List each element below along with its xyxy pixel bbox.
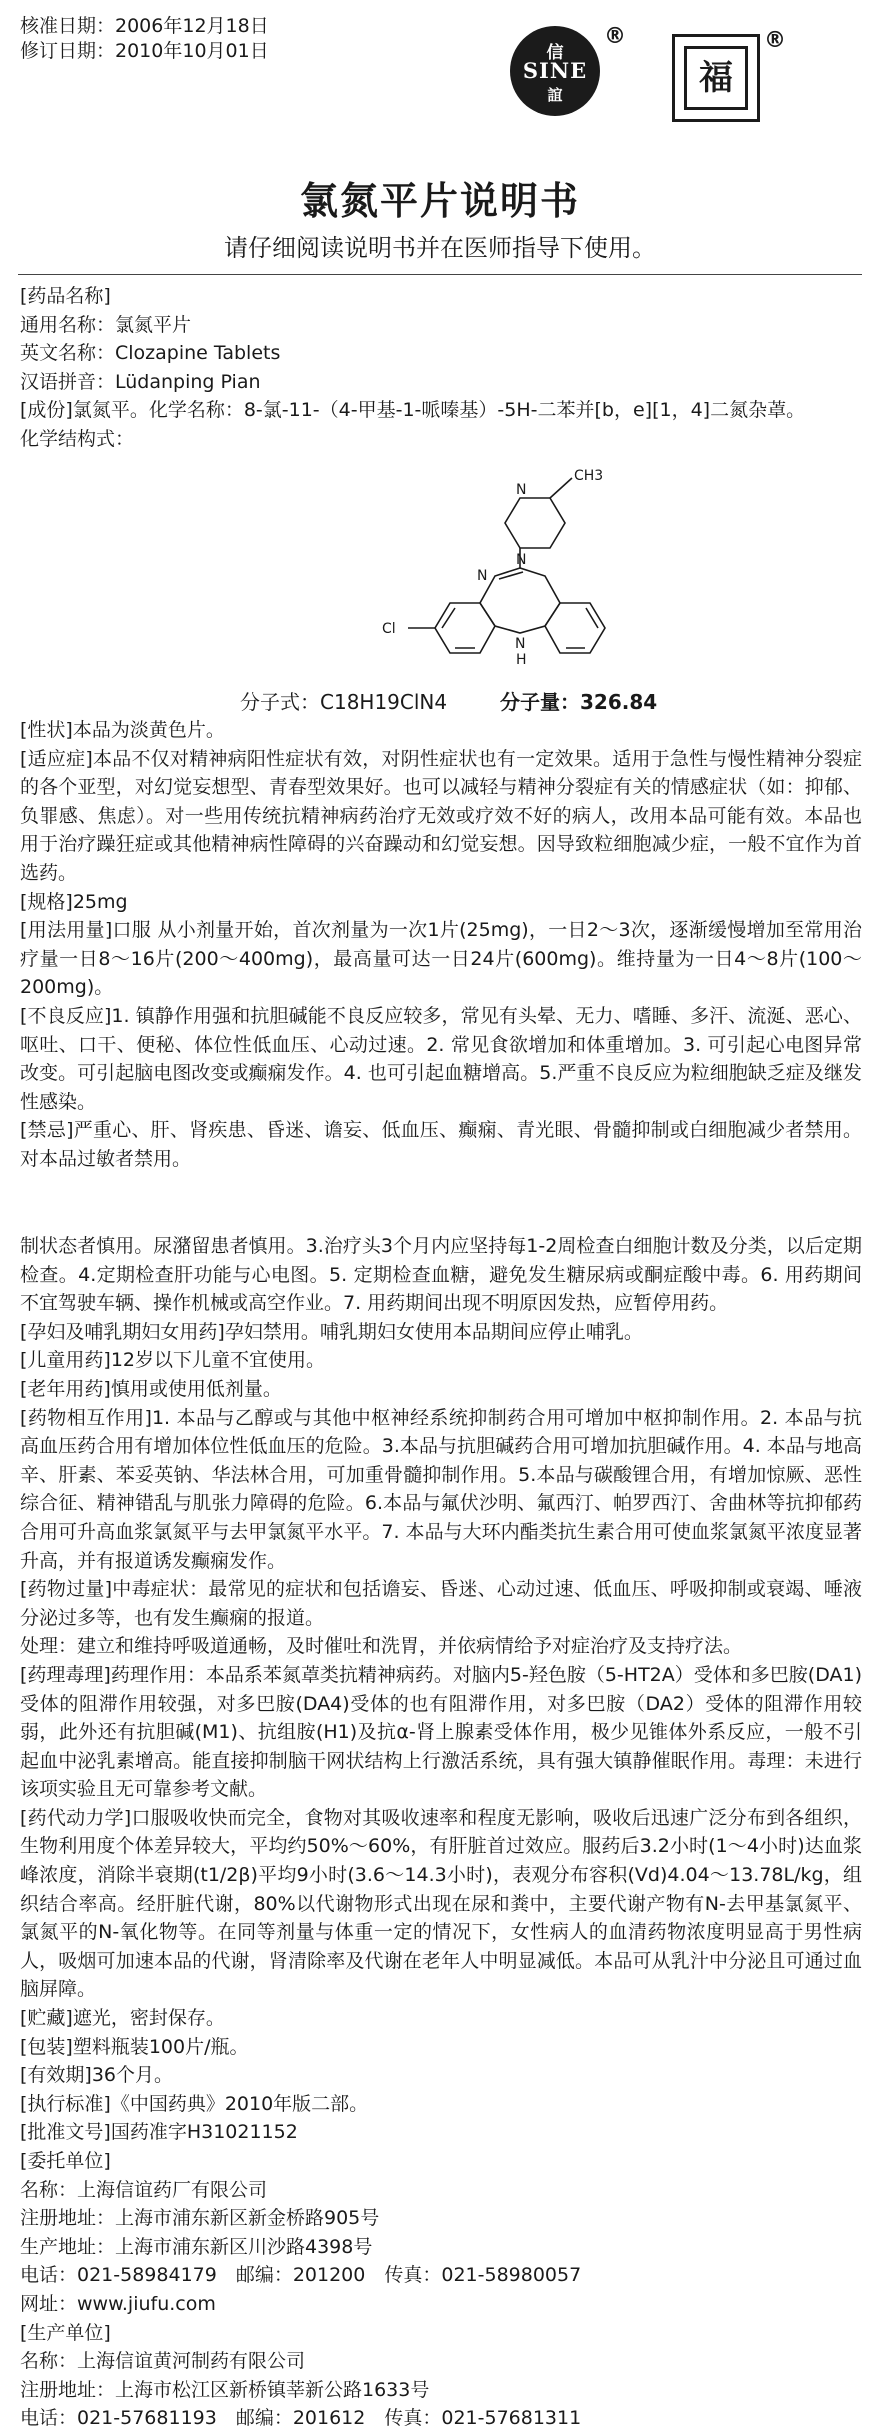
registered-mark-2: ® xyxy=(764,28,786,53)
section-overdose-treatment: 处理：建立和维持呼吸道通畅，及时催吐和洗胃，并依病情给予对症治疗及支持疗法。 xyxy=(20,1635,743,1658)
sine-logo xyxy=(510,26,600,116)
atom-cl: Cl xyxy=(382,621,396,637)
section-geriatric: [老年用药]慎用或使用低剂量。 xyxy=(20,1377,282,1400)
english-name: 英文名称：Clozapine Tablets xyxy=(20,342,281,365)
section-indications: [适应症]本品不仅对精神病阳性症状有效，对阴性症状也有一定效果。适用于急性与慢性精神分裂症的各个亚型，对幻觉妄想型、青春型效果好。也可以减轻与精神分裂症有关的情感症状（如：抑郁、负罪感、焦虑）。对一些用传统抗精神病药治疗无效或疗效不好的病人，改用本品可能有效。本品也用于治疗躁狂症或其他精神病性障碍的兴奋躁动和幻觉妄想。因导致粒细胞减少症，一般不宜作为首选药。 xyxy=(20,747,862,884)
section-approval-number: [批准文号]国药准字H31021152 xyxy=(20,2121,298,2144)
drug-name-heading: [药品名称] xyxy=(20,285,111,307)
approval-date: 核准日期：2006年12月18日 xyxy=(20,15,269,37)
section-package: [包装]塑料瓶装100片/瓶。 xyxy=(20,2035,249,2058)
atom-n-bottom: N xyxy=(516,552,527,568)
sine-logo-bottom: 誼 xyxy=(547,86,563,104)
atom-n-amine: N xyxy=(515,636,526,652)
section-dosage: [用法用量]口服 从小剂量开始，首次剂量为一次1片(25mg)，一日2～3次，逐渐缓慢增加至常用治疗量一日8～16片(200～400mg)，最高量可达一日24片(600mg)。维持量为一日4～8片(100～200mg)。 xyxy=(20,919,862,999)
section-expiry: [有效期]36个月。 xyxy=(20,2064,174,2087)
manufacturer-heading: [委托单位] xyxy=(20,2150,111,2172)
manufacturer-contact: 电话：021-58984179 邮编：201200 传真：021-58980057 xyxy=(20,2264,582,2287)
molecular-weight: 分子量：326.84 xyxy=(500,690,658,714)
section-specification: [规格]25mg xyxy=(20,890,128,913)
page-title: 氯氮平片说明书 xyxy=(299,179,580,223)
page1-sections xyxy=(20,716,862,1202)
divider-top xyxy=(18,274,862,275)
structure-label: 化学结构式： xyxy=(20,427,135,450)
atom-h: H xyxy=(516,652,527,668)
sine-logo-middle: SINE xyxy=(522,58,588,83)
section-storage: [贮藏]遮光，密封保存。 xyxy=(20,2007,225,2030)
revision-date: 修订日期：2010年10月01日 xyxy=(20,40,269,62)
fu-logo xyxy=(672,34,760,122)
ingredients: [成份]氯氮平。化学名称：8-氯-11-（4-甲基-1-哌嗪基）-5H-二苯并[b，e][1，4]二氮杂䓬。 xyxy=(20,399,806,422)
producer-name: 名称：上海信谊黄河制药有限公司 xyxy=(20,2350,306,2373)
manufacturer-name: 名称：上海信谊药厂有限公司 xyxy=(20,2178,268,2201)
manufacturer-prod-address: 生产地址：上海市浦东新区川沙路4398号 xyxy=(20,2235,373,2258)
atom-ch3: CH3 xyxy=(574,468,604,484)
section-pharmacology: [药理毒理]药理作用：本品系苯氮䓬类抗精神病药。对脑内5-羟色胺（5-HT2A）受体和多巴胺(DA1)受体的阻滞作用较强，对多巴胺(DA4)受体的也有阻滞作用，对多巴胺（DA2）受体的阻滞作用较弱，此外还有抗胆碱(M1)、抗组胺(H1)及抗α-肾上腺素受体作用，极少见锥体外系反应，一般不引起血中泌乳素增高。能直接抑制脑干网状结构上行激活系统，具有强大镇静催眠作用。毒理：未进行该项实验且无可靠参考文献。 xyxy=(20,1663,862,1801)
chemical-structure xyxy=(270,468,650,678)
page2-sections xyxy=(20,1232,862,2433)
manufacturer-website[interactable]: 网址：www.jiufu.com xyxy=(20,2292,216,2315)
drug-name-section xyxy=(20,282,862,454)
producer-heading: [生产单位] xyxy=(20,2321,111,2344)
section-interactions: [药物相互作用]1. 本品与乙醇或与其他中枢神经系统抑制药合用可增加中枢抑制作用。2. 本品与抗高血压药合用有增加体位性低血压的危险。3.本品与抗胆碱药合用可增加抗胆碱作用。4. 本品与地高辛、肝素、苯妥英钠、华法林合用，可加重骨髓抑制作用。5.本品与碳酸锂合用，有增加惊厥、恶性综合征、精神错乱与肌张力障碍的危险。6.本品与氟伏沙明、氟西汀、帕罗西汀、舍曲林等抗抑郁药合用可升高血浆氯氮平与去甲氯氮平水平。7. 本品与大环内酯类抗生素合用可使血浆氯氮平浓度显著升高，并有报道诱发癫痫发作。 xyxy=(20,1406,862,1572)
section-pregnancy: [孕妇及哺乳期妇女用药]孕妇禁用。哺乳期妇女使用本品期间应停止哺乳。 xyxy=(20,1320,643,1343)
registered-mark: ® xyxy=(604,24,626,49)
manufacturer-reg-address: 注册地址：上海市浦东新区新金桥路905号 xyxy=(20,2207,380,2230)
atom-n-imine: N xyxy=(477,568,488,584)
page-subtitle: 请仔细阅读说明书并在医师指导下使用。 xyxy=(224,234,656,262)
section-adverse-reactions: [不良反应]1. 镇静作用强和抗胆碱能不良反应较多，常见有头晕、无力、嗜睡、多汗、流涎、恶心、呕吐、口干、便秘、体位性低血压、心动过速。2. 常见食欲增加和体重增加。3. 可引起心电图异常改变。可引起脑电图改变或癫痫发作。4. 也可引起血糖增高。5.严重不良反应为粒细胞缺乏症及继发性感染。 xyxy=(20,1004,862,1113)
fu-logo-char: 福 xyxy=(684,46,748,110)
molecular-formula: 分子式：C18H19ClN4 xyxy=(240,690,448,714)
section-pharmacokinetics: [药代动力学]口服吸收快而完全，食物对其吸收速率和程度无影响，吸收后迅速广泛分布到各组织，生物利用度个体差异较大，平均约50%～60%，有肝脏首过效应。服药后3.2小时(1～4小时)达血浆峰浓度，消除半衰期(t1/2β)平均9小时(3.6～14.3小时)，表观分布容积(Vd)4.04～13.78L/kg，组织结合率高。经肝脏代谢，80%以代谢物形式出现在尿和粪中，主要代谢产物有N-去甲基氯氮平、氯氮平的N-氧化物等。在同等剂量与体重一定的情况下，女性病人的血清药物浓度明显高于男性病人，吸烟可加速本品的代谢，肾清除率及代谢在老年人中明显减低。本品可从乳汁中分泌且可通过血脑屏障。 xyxy=(20,1806,862,2001)
dates-block xyxy=(20,14,269,64)
section-pediatric: [儿童用药]12岁以下儿童不宜使用。 xyxy=(20,1349,326,1372)
section-precautions-cont: 制状态者慎用。尿潴留患者慎用。3.治疗头3个月内应坚持每1-2周检查白细胞计数及分类，以后定期检查。4.定期检查肝功能与心电图。5. 定期检查血糖，避免发生糖尿病或酮症酸中毒。6. 用药期间不宜驾驶车辆、操作机械或高空作业。7. 用药期间出现不明原因发热，应暂停用药。 xyxy=(20,1235,862,1315)
pinyin-name: 汉语拼音：Lüdanping Pian xyxy=(20,370,261,393)
section-overdose: [药物过量]中毒症状：最常见的症状和包括谵妄、昏迷、心动过速、低血压、呼吸抑制或衰竭、唾液分泌过多等，也有发生癫痫的报道。 xyxy=(20,1578,862,1629)
section-description: [性状]本品为淡黄色片。 xyxy=(20,719,225,741)
section-standard: [执行标准]《中国药典》2010年版二部。 xyxy=(20,2092,369,2115)
section-contraindications: [禁忌]严重心、肝、肾疾患、昏迷、谵妄、低血压、癫痫、青光眼、骨髓抑制或白细胞减少者禁用。对本品过敏者禁用。 xyxy=(20,1119,862,1170)
sine-logo-top: 信 xyxy=(546,43,564,63)
producer-reg-address: 注册地址：上海市松江区新桥镇莘新公路1633号 xyxy=(20,2378,430,2401)
producer-contact: 电话：021-57681193 邮编：201612 传真：021-57681311 xyxy=(20,2407,582,2430)
generic-name: 通用名称：氯氮平片 xyxy=(20,313,192,336)
page-gap xyxy=(0,1175,880,1225)
atom-n-top: N xyxy=(516,482,527,498)
